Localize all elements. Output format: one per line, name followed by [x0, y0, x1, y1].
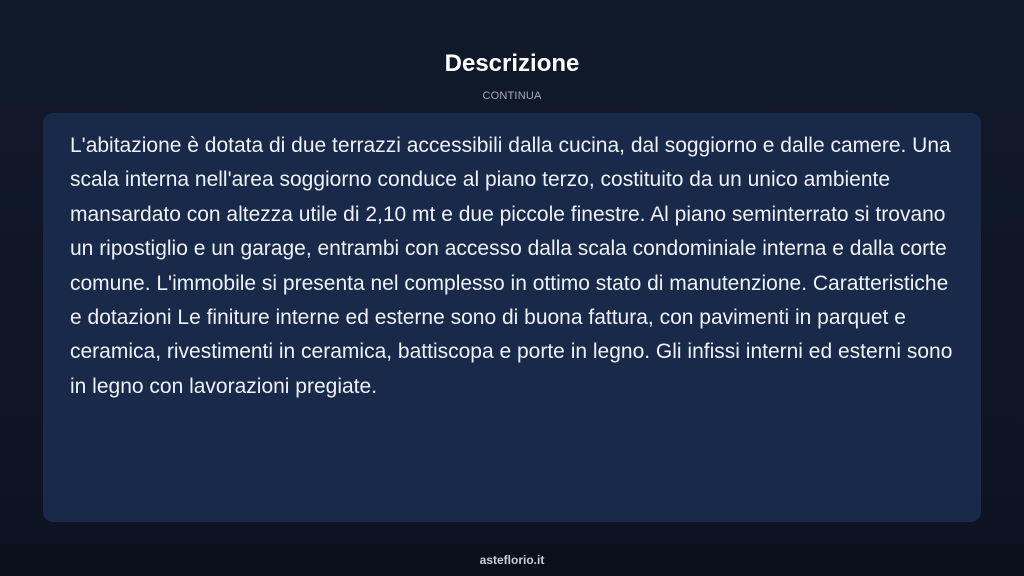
continue-label: CONTINUA: [482, 90, 542, 102]
footer-bar: [0, 544, 1024, 576]
page-title: Descrizione: [444, 50, 580, 77]
description-text: L'abitazione è dotata di due terrazzi accessibili dalla cucina, dal soggiorno e dalle camere. Una scala interna nell'area soggiorno conduce al piano terzo, costituito da un unico ambiente mansardato con altezza utile di 2,10 mt e due piccole finestre. Al piano seminterrato si trovano un ripostiglio e un garage, entrambi con accesso dalla scala condominiale interna e dalla corte comune. L'immobile si presenta nel complesso in ottimo stato di manutenzione. Caratteristiche e dotazioni Le finiture interne ed esterne sono di buona fattura, con pavimenti in parquet e ceramica, rivestimenti in ceramica, battiscopa e porte in legno. Gli infissi interni ed esterni sono in legno con lavorazioni pregiate.: [70, 134, 953, 398]
site-name: asteflorio.it: [479, 553, 545, 567]
description-panel: [43, 113, 981, 522]
